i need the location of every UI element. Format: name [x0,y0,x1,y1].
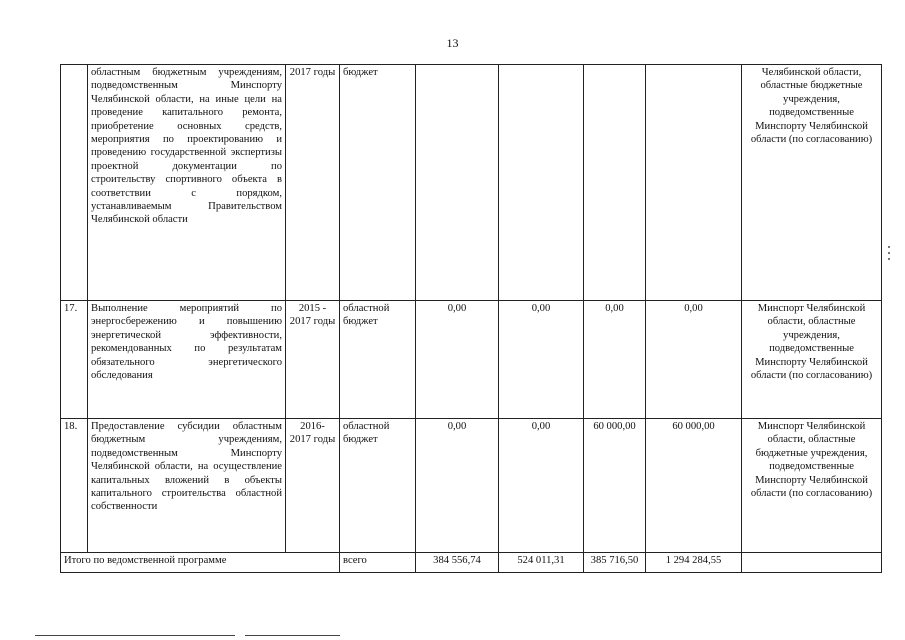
activity-description: областным бюджетным учреждениям, подведомственным Минспорту Челябинской области, на иные цели на проведение капитального ремонта, приобретение основных средств, мероприятия по проектированию и проведению государственной экспертизы проектной документации по строительству спортивного объекта в соответствии с порядком, устанавливаемым Правительством Челябинской области [88,65,286,301]
amount-cell: 0,00 [416,301,499,419]
total-label: Итого по ведомственной программе [61,553,340,573]
activity-description: Предоставление субсидии областным бюджетным учреждениям, подведомственным Минспорту Челябинской области, на осуществление капитальных вложений в объекты капитального строительства областной собственности [88,419,286,553]
table-row [61,65,882,301]
funding-source: областной бюджет [340,301,416,419]
total-row [61,553,882,573]
amount-cell: 0,00 [416,419,499,553]
period-years: 2016- 2017 годы [286,419,340,553]
total-amount: 1 294 284,55 [646,553,742,573]
funding-source: бюджет [340,65,416,301]
amount-cell [416,65,499,301]
amount-cell: 60 000,00 [646,419,742,553]
total-executor [742,553,882,573]
total-amount: 384 556,74 [416,553,499,573]
row-number [61,65,88,301]
footer-rule [35,635,235,636]
period-years: 2017 годы [286,65,340,301]
total-amount: 385 716,50 [584,553,646,573]
total-source: всего [340,553,416,573]
amount-cell [499,65,584,301]
total-amount: 524 011,31 [499,553,584,573]
amount-cell [646,65,742,301]
period-years: 2015 - 2017 годы [286,301,340,419]
page-number: 13 [446,36,459,50]
amount-cell: 0,00 [584,301,646,419]
margin-mark [888,258,890,260]
margin-mark [888,252,890,254]
amount-cell: 0,00 [499,419,584,553]
executor: Челябинской области, областные бюджетные учреждения, подведомственные Минспорту Челябинской области (по согласованию) [742,65,882,301]
row-number: 17. [61,301,88,419]
executor: Минспорт Челябинской области, областные бюджетные учреждения, подведомственные Минспорту Челябинской области (по согласованию) [742,419,882,553]
activity-description: Выполнение мероприятий по энергосбережению и повышению энергетической эффективности, рекомендованных по результатам обязательного энергетического обследования [88,301,286,419]
table-row [61,419,882,553]
table-row [61,301,882,419]
funding-source: областной бюджет [340,419,416,553]
executor: Минспорт Челябинской области, областные учреждения, подведомственные Минспорту Челябинской области (по согласованию) [742,301,882,419]
row-number: 18. [61,419,88,553]
amount-cell: 0,00 [646,301,742,419]
footer-rule [245,635,340,636]
amount-cell [584,65,646,301]
margin-mark [888,246,890,248]
amount-cell: 0,00 [499,301,584,419]
amount-cell: 60 000,00 [584,419,646,553]
program-table [60,64,882,573]
